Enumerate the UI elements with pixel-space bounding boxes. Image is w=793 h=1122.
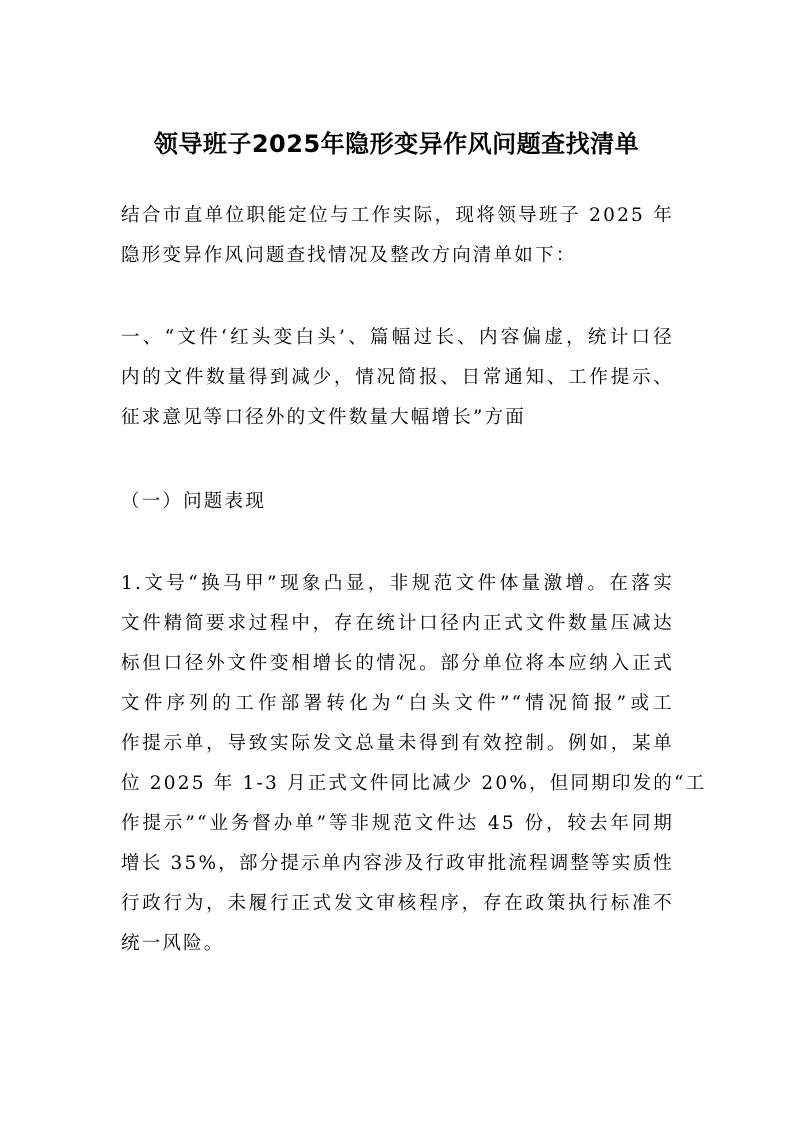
text-line: 文件精简要求过程中，存在统计口径内正式文件数量压减达 — [121, 613, 674, 634]
text-line: 征求意见等口径外的文件数量大幅增长”方面 — [121, 407, 526, 428]
text-line: 作提示单，导致实际发文总量未得到有效控制。例如，某单 — [121, 733, 674, 754]
text-line: 结合市直单位职能定位与工作实际，现将领导班子 2025 年 — [121, 205, 674, 226]
text-line: （一）问题表现 — [121, 491, 266, 512]
body-paragraph — [121, 564, 707, 964]
text-line: 统一风险。 — [121, 933, 225, 954]
document-title: 领导班子2025年隐形变异作风问题查找清单 — [153, 130, 640, 158]
text-line: 内的文件数量得到减少，情况简报、日常通知、工作提示、 — [121, 367, 674, 388]
subsection-heading — [121, 482, 674, 522]
text-line: 行政行为，未履行正式发文审核程序，存在政策执行标准不 — [121, 893, 674, 914]
text-line: 增长 35%，部分提示单内容涉及行政审批流程调整等实质性 — [121, 853, 674, 874]
intro-paragraph — [121, 196, 674, 276]
text-line: 标但口径外文件变相增长的情况。部分单位将本应纳入正式 — [121, 653, 674, 674]
text-line: 位 2025 年 1-3 月正式文件同比减少 20%，但同期印发的“工 — [121, 773, 707, 794]
text-line: 一、“文件‘红头变白头’、篇幅过长、内容偏虚，统计口径 — [121, 327, 674, 348]
text-line: 作提示”“业务督办单”等非规范文件达 45 份，较去年同期 — [121, 813, 674, 834]
text-line: 文件序列的工作部署转化为“白头文件”“情况简报”或工 — [121, 693, 674, 714]
text-line: 1.文号“换马甲”现象凸显，非规范文件体量激增。在落实 — [121, 573, 674, 594]
text-line: 隐形变异作风问题查找情况及整改方向清单如下： — [121, 245, 577, 266]
section-heading — [121, 318, 674, 438]
